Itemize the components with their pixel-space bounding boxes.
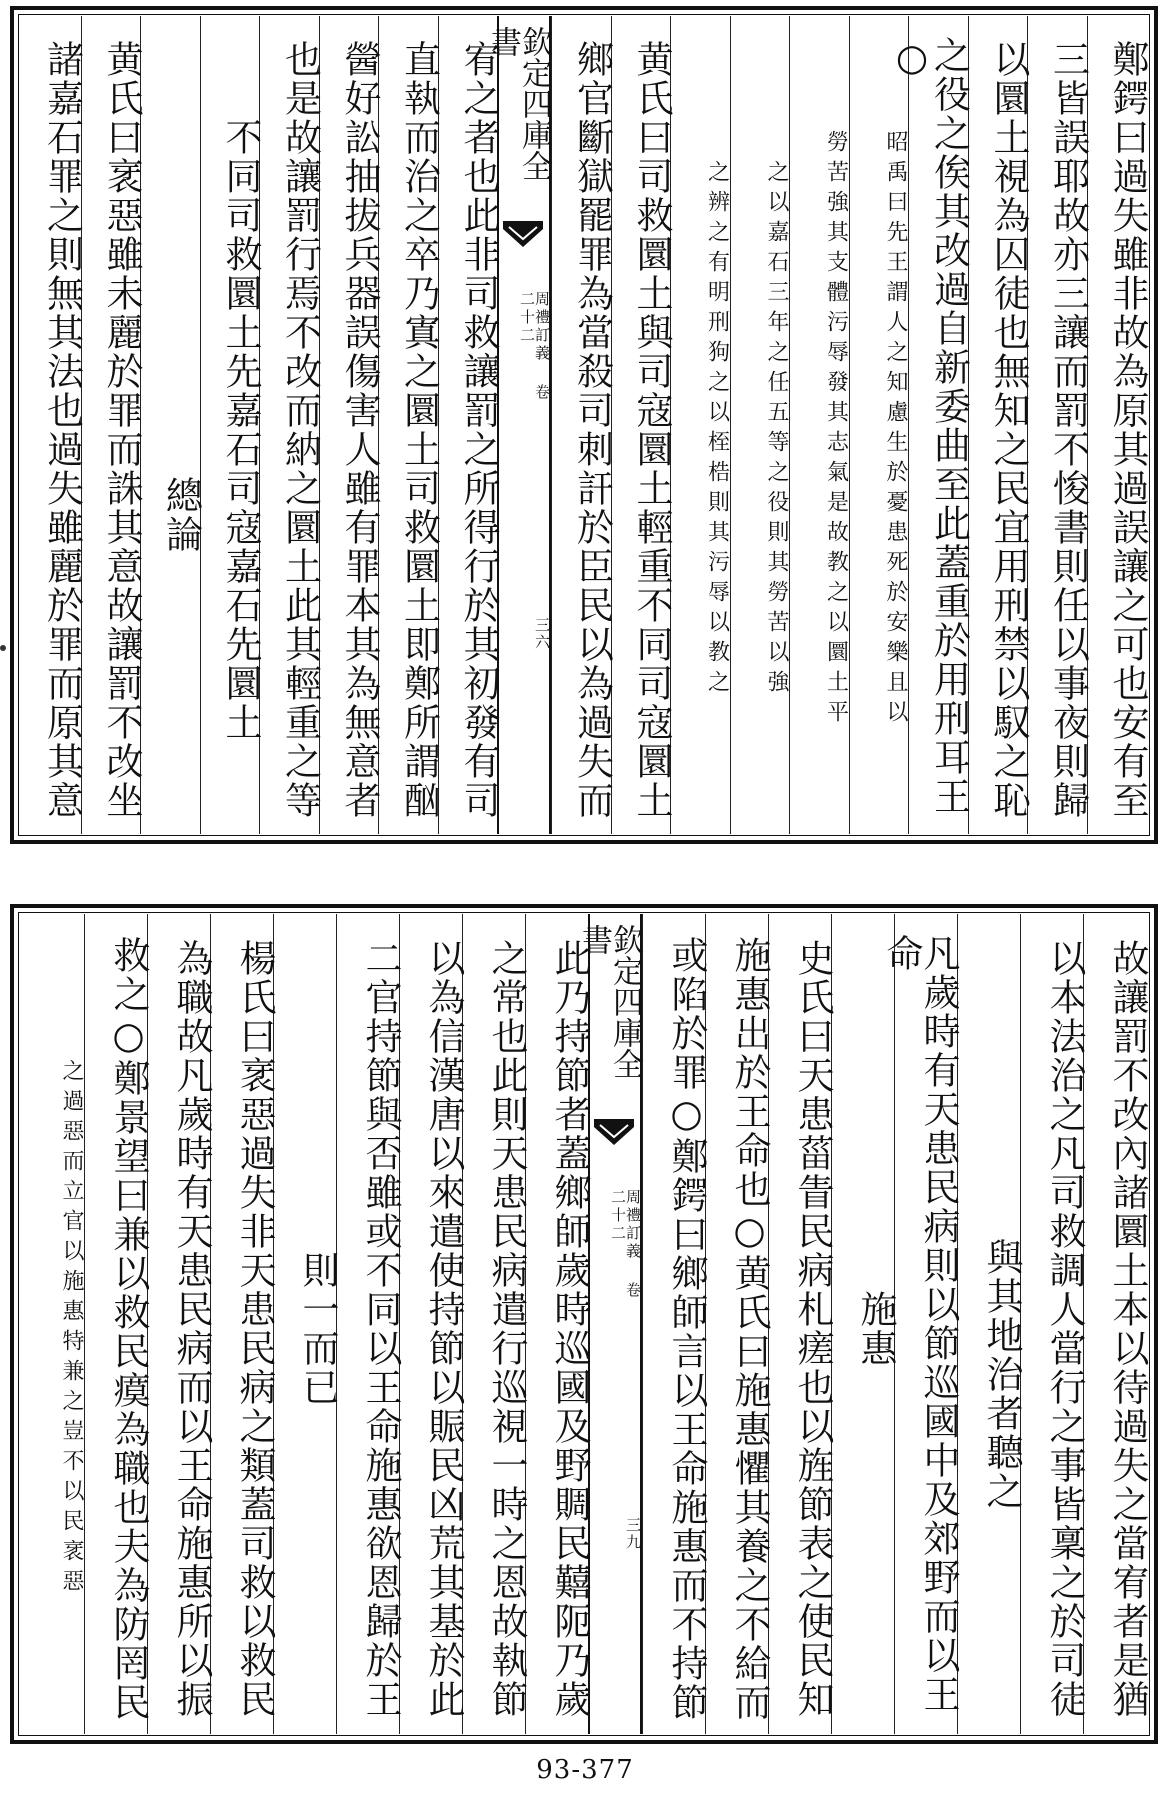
volume-label: 周禮訂義 卷二十二 [609,1189,642,1300]
leaf-number: 三六 [533,617,551,651]
column-text: 二官持節與否雖或不同以王命施惠欲恩歸於王 [359,939,402,1719]
column-text: 之辨之有明刑狗之以桎梏則其污辱以教之 [704,160,730,700]
column-text: 以本法治之凡司救調人當行之事皆稟之於司徒 [1043,939,1086,1719]
column-text: 施惠出於王命也○黄氏曰施惠懼其養之不給而 [728,936,771,1722]
column-text: 黄氏曰司救圜土與司寇圜土輕重不同司寇圜土 [630,40,673,820]
text-column [200,16,260,834]
column-text: 鄭鍔曰過失雖非故為原其過誤讓之可也安有至 [1106,40,1149,820]
column-text: 醟好訟抽拔兵器誤傷害人雖有罪本其為無意者 [338,40,381,820]
book-title: 欽定四庫全書 [576,924,643,1079]
text-column [1087,16,1147,834]
text-column [319,16,379,834]
column-text: 不同司救圜土先嘉石司寇嘉石先圜土 [219,118,262,742]
column-text: 宥之者也此非司救讓罰之所得行於其初發有司 [457,40,500,820]
text-column [81,16,141,834]
center-fold [485,16,552,834]
book-title: 欽定四庫全書 [485,26,552,181]
text-column [957,914,1023,1734]
text-column [831,914,897,1734]
commentary-column [670,16,730,834]
column-text: 諸嘉石罪之則無其法也過失雖麗於罪而原其意 [40,40,84,820]
page-number: 93-377 [536,1755,634,1785]
text-column [551,16,614,834]
column-text: 也是故讓罰行焉不改而納之圜土此其輕重之等 [278,40,322,820]
margin-dot [0,645,6,651]
text-column [1083,914,1149,1734]
volume-label: 周禮訂義 卷二十二 [518,291,551,402]
commentary-column [849,16,909,834]
text-column [378,16,441,834]
column-text: 施惠 [854,1290,897,1368]
column-text: 以為信漢唐以來遣使持節以賑民凶荒其基於此 [422,939,465,1719]
text-column [462,914,528,1734]
commentary-column [789,16,849,834]
folio-top [10,6,1158,844]
commentary-column [730,16,790,834]
text-column [1027,16,1090,834]
text-column [399,914,465,1734]
column-text: 楊氏曰衺惡過失非天患民病之類蓋司救以救民 [233,939,276,1719]
column-text: 之常也此則天患民病遣行巡視一時之恩故執節 [485,939,528,1719]
column-text: 昭禹曰先王謂人之知慮生於憂患死於安樂且以 [883,130,908,730]
text-column [273,914,339,1734]
fishtail-ornament [503,221,543,251]
column-text: 故讓罰不改內諸圜土本以待過失之當宥者是猶 [1106,939,1149,1719]
text-column [525,914,591,1734]
column-text: 之以嘉石三年之任五等之役則其勞苦以強 [764,160,789,700]
column-text: 與其地治者聽之 [980,1237,1023,1511]
column-text: 總論 [159,476,203,554]
text-column [705,914,771,1734]
text-column [210,914,276,1734]
column-text: 或陷於罪○鄭鍔曰鄉師言以王命施惠而不持節 [665,936,708,1722]
column-text: 之過惡而立官以施惠特兼之豈不以民衺惡 [59,1059,84,1599]
center-fold [576,914,643,1734]
column-text: 三皆誤耶故亦三讓而罰不悛書則任以事夜則歸 [1046,40,1090,820]
column-text: 則一而已 [296,1251,339,1407]
section-heading [140,16,203,834]
text-column [147,914,213,1734]
text-column [880,914,960,1734]
column-text: 直執而治之卒乃寘之圜土司救圜土即鄭所謂酗 [397,40,441,820]
text-column [768,914,834,1734]
column-text: 救之○鄭景望曰兼以救民瘼為職也夫為防罔民 [107,936,150,1722]
text-column [336,914,402,1734]
folio-bottom [10,904,1158,1744]
column-text: 此乃持節者蓋鄉師歲時巡國及野賙民囏阨乃歲 [548,939,591,1719]
column-text: 鄉官斷獄罷罪為當殺司刺訐於臣民以為過失而 [570,40,614,820]
column-text: 史氏曰天患菑眚民病札瘥也以旌節表之使民知 [791,939,834,1719]
text-column [84,914,150,1734]
column-text: 黄氏曰衺惡雖未麗於罪而誅其意故讓罰不改坐 [100,40,143,820]
text-column [438,16,498,834]
text-column [611,16,671,834]
column-text: 凡歲時有天患民病則以節巡國中及郊野而以王命 [880,934,960,1714]
column-text: 之役之俟其改過自新委曲至此蓋重於用刑耳王○ [890,36,971,816]
commentary-column [22,914,84,1734]
text-column [968,16,1028,834]
leaf-number: 三九 [624,1517,642,1551]
text-column [642,914,708,1734]
text-column [259,16,322,834]
text-column [22,16,84,834]
column-text: 勞苦強其支體污辱發其志氣是故教之以圜土平 [823,130,849,730]
column-text: 以圜土視為囚徒也無知之民宜用刑禁以馭之恥 [987,40,1030,820]
text-column [1020,914,1086,1734]
fishtail-ornament [594,1119,634,1149]
column-text: 為職故凡歲時有天患民病而以王命施惠所以振 [170,939,213,1719]
